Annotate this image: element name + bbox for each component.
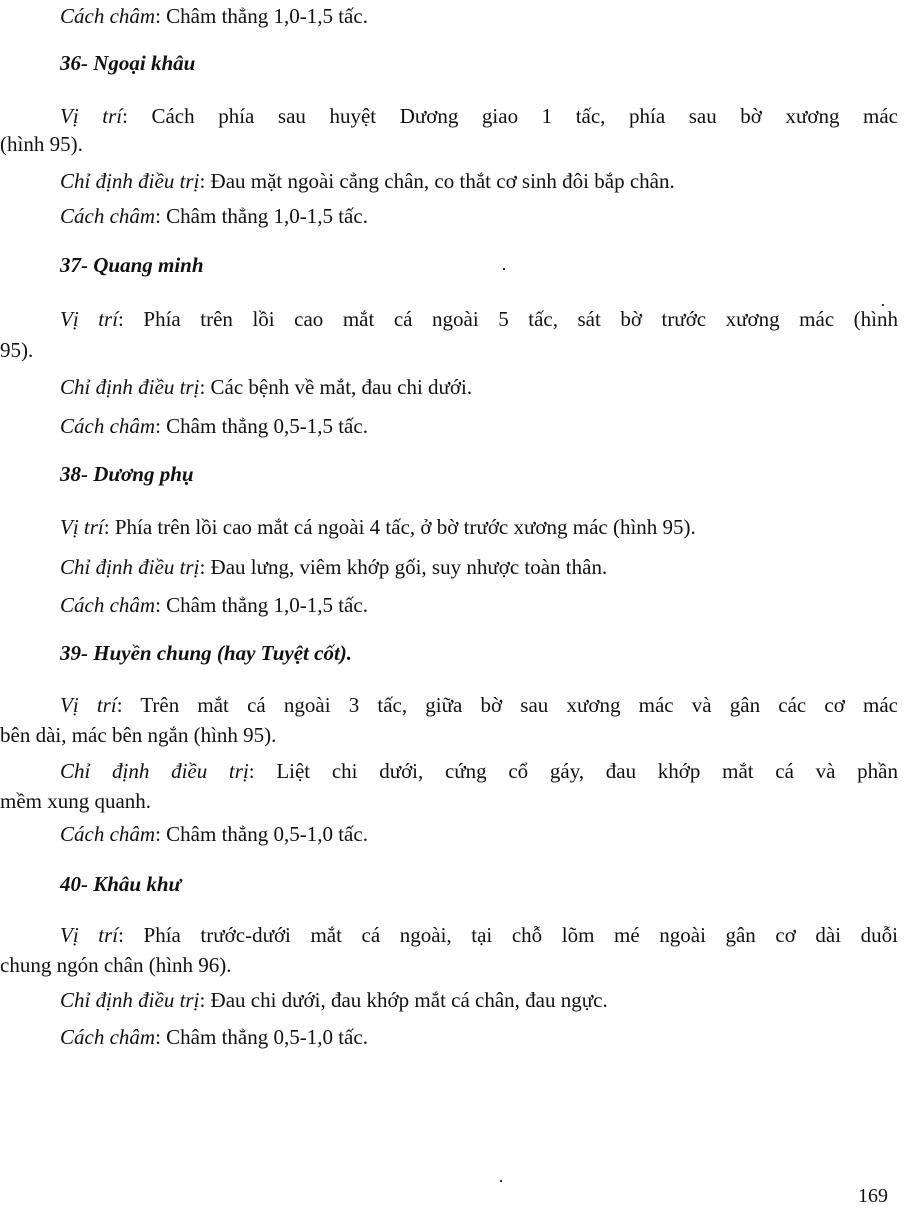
indication-line-2: mềm xung quanh. xyxy=(0,789,152,813)
section-heading: 38- Dương phụ xyxy=(60,462,194,486)
indication-text: : Đau lưng, viêm khớp gối, suy nhược toàn thân. xyxy=(199,555,608,579)
method-line xyxy=(60,414,368,438)
method-text: : Châm thẳng 0,5-1,5 tấc. xyxy=(155,414,368,438)
method-label: Cách châm xyxy=(60,204,156,228)
indication-line xyxy=(60,988,608,1012)
position-line-1 xyxy=(60,515,696,539)
indication-line xyxy=(60,169,675,193)
position-label: Vị trí xyxy=(60,923,119,947)
scan-speck xyxy=(882,304,884,306)
position-line-1 xyxy=(0,693,898,717)
position-text: : Trên mắt cá ngoài 3 tấc, giữa bờ sau xương mác và gân các cơ mác xyxy=(116,693,898,717)
position-label: Vị trí xyxy=(60,307,119,331)
position-text: : Phía trên lồi cao mắt cá ngoài 4 tấc, ở bờ trước xương mác (hình 95). xyxy=(103,515,696,539)
indication-text: : Đau chi dưới, đau khớp mắt cá chân, đau ngực. xyxy=(199,988,608,1012)
indication-line-1 xyxy=(0,759,898,783)
position-text: : Phía trên lồi cao mắt cá ngoài 5 tấc, sát bờ trước xương mác (hình xyxy=(118,307,898,331)
section-heading: 39- Huyền chung (hay Tuyệt cốt). xyxy=(60,641,353,665)
position-line-2: 95). xyxy=(0,338,34,362)
method-text: : Châm thẳng 1,0-1,5 tấc. xyxy=(155,593,368,617)
position-line-2: chung ngón chân (hình 96). xyxy=(0,953,232,977)
method-line xyxy=(60,204,368,228)
position-text: : Cách phía sau huyệt Dương giao 1 tấc, phía sau bờ xương mác xyxy=(122,104,898,128)
method-line xyxy=(60,822,368,846)
method-text: : Châm thẳng 1,0-1,5 tấc. xyxy=(155,204,368,228)
method-label: Cách châm xyxy=(60,822,156,846)
indication-label: Chỉ định điều trị xyxy=(60,169,200,193)
indication-label: Chỉ định điều trị xyxy=(60,759,249,783)
method-label: Cách châm xyxy=(60,593,156,617)
position-label: Vị trí xyxy=(60,104,123,128)
indication-line xyxy=(60,555,607,579)
indication-text: : Liệt chi dưới, cứng cổ gáy, đau khớp mắt cá và phần xyxy=(248,759,898,783)
indication-text: : Các bệnh về mắt, đau chi dưới. xyxy=(199,375,473,399)
section-heading: 40- Khâu khư xyxy=(60,872,182,896)
method-text: : Châm thẳng 1,0-1,5 tấc. xyxy=(155,4,368,28)
position-line-2: bên dài, mác bên ngắn (hình 95). xyxy=(0,723,277,747)
indication-label: Chỉ định điều trị xyxy=(60,375,200,399)
position-line-2: (hình 95). xyxy=(0,132,83,156)
method-line xyxy=(60,1025,368,1049)
indication-text: : Đau mặt ngoài cẳng chân, co thắt cơ sinh đôi bắp chân. xyxy=(199,169,675,193)
method-text: : Châm thẳng 0,5-1,0 tấc. xyxy=(155,1025,368,1049)
indication-line xyxy=(60,375,472,399)
indication-label: Chỉ định điều trị xyxy=(60,988,200,1012)
position-line-1 xyxy=(0,307,898,331)
method-text: : Châm thẳng 0,5-1,0 tấc. xyxy=(155,822,368,846)
position-label: Vị trí xyxy=(60,693,117,717)
method-label: Cách châm xyxy=(60,1025,156,1049)
method-line xyxy=(60,593,368,617)
section-heading: 37- Quang minh xyxy=(60,253,204,277)
position-text: : Phía trước-dưới mắt cá ngoài, tại chỗ lõm mé ngoài gân cơ dài duỗi xyxy=(118,923,898,947)
position-line-1 xyxy=(0,923,898,947)
indication-label: Chỉ định điều trị xyxy=(60,555,200,579)
scan-speck xyxy=(500,1180,502,1182)
method-label: Cách châm xyxy=(60,414,156,438)
position-label: Vị trí xyxy=(60,515,104,539)
page-number: 169 xyxy=(858,1185,888,1207)
method-line xyxy=(60,4,368,28)
section-heading: 36- Ngoại khâu xyxy=(60,51,196,75)
method-label: Cách châm xyxy=(60,4,156,28)
position-line-1 xyxy=(0,104,898,128)
scan-speck xyxy=(503,268,505,270)
